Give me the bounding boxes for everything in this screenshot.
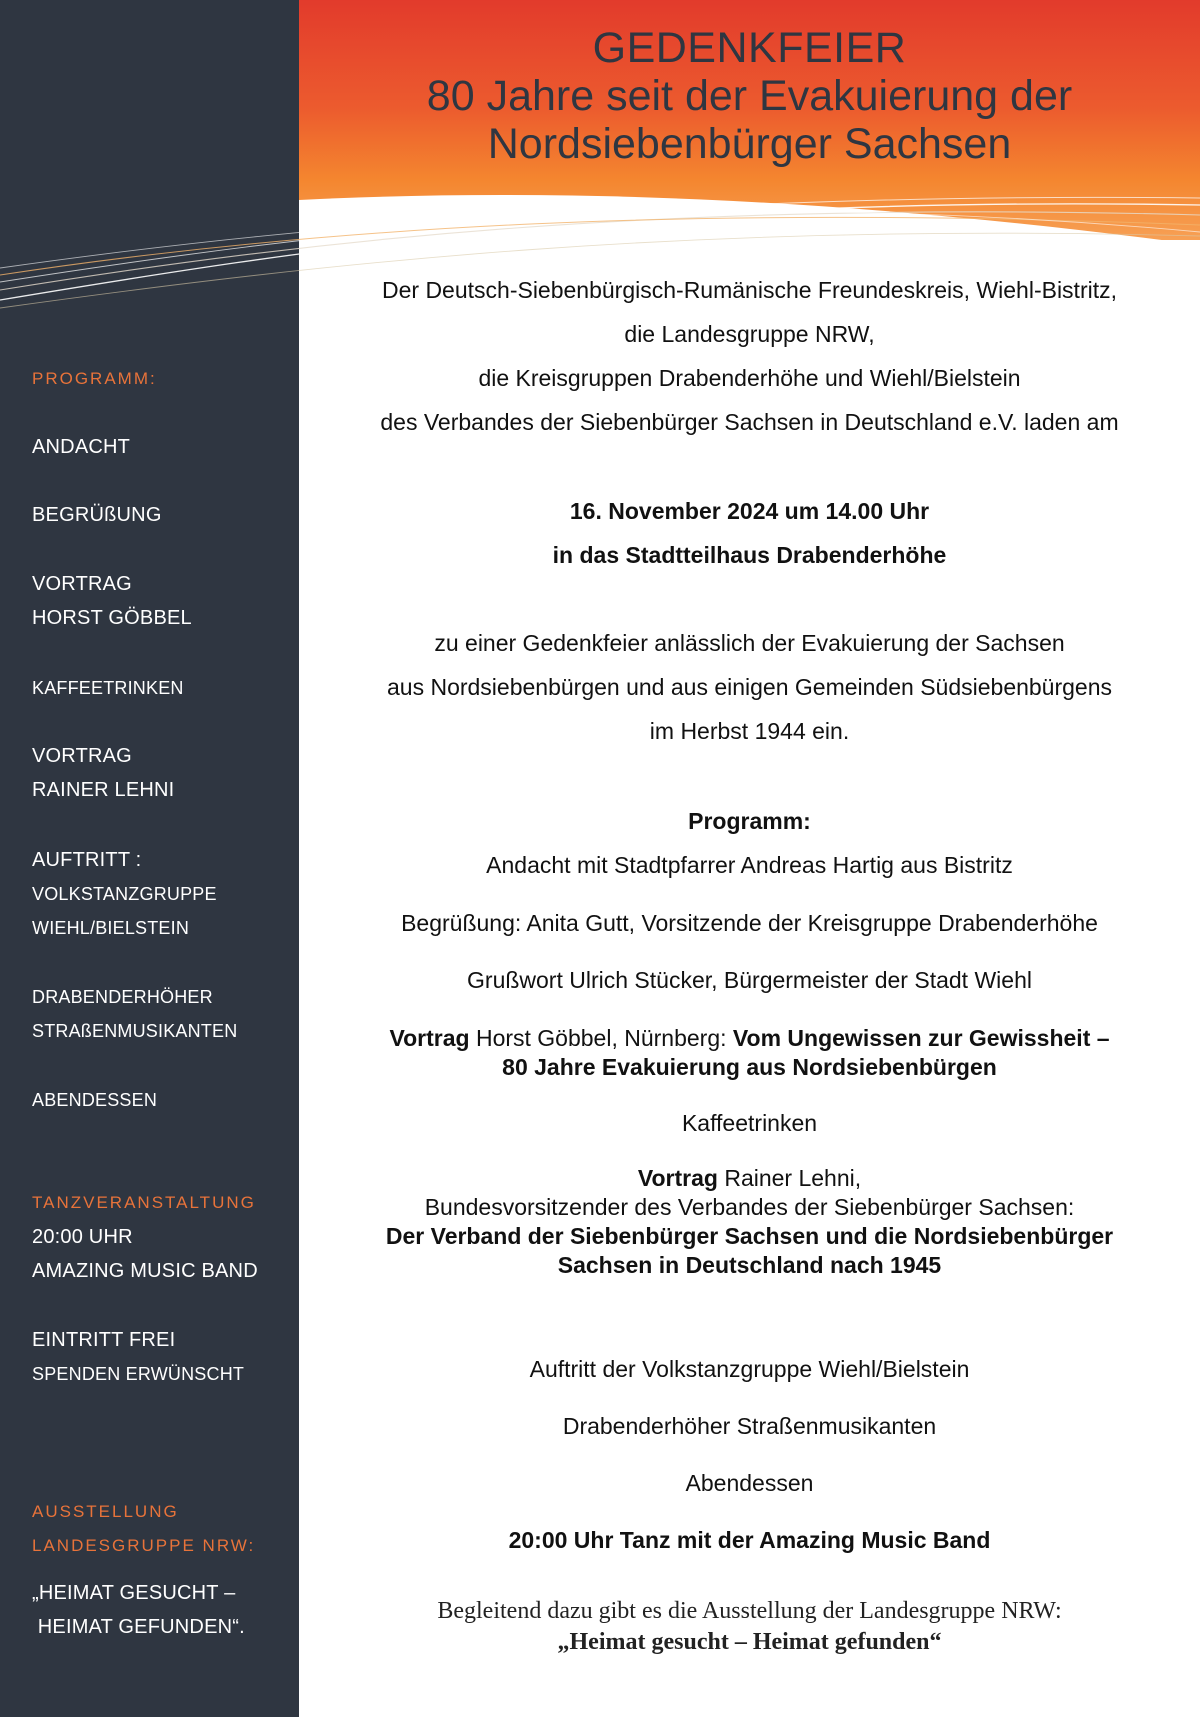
- programm-grusswort: Grußwort Ulrich Stücker, Bürgermeister der Stadt Wiehl: [467, 967, 1032, 993]
- programm-kaffeetrinken: Kaffeetrinken: [681, 1110, 818, 1136]
- sidebar-ausstellung-title: „HEIMAT GESUCHT – HEIMAT GEFUNDEN“.: [32, 1582, 245, 1638]
- programm-abendessen: Abendessen: [685, 1470, 814, 1496]
- event-date: 16. November 2024 um 14.00 Uhr: [569, 498, 930, 524]
- sidebar-item-vortrag-lehni: VORTRAG RAINER LEHNI: [32, 745, 175, 801]
- programm-musikanten: Drabenderhöher Straßenmusikanten: [562, 1413, 937, 1439]
- page-title: [299, 24, 1200, 168]
- sidebar-item-abendessen: ABENDESSEN: [32, 1090, 158, 1110]
- programm-begruessung: Begrüßung: Anita Gutt, Vorsitzende der Kreisgruppe Drabenderhöhe: [401, 910, 1098, 936]
- sidebar-item-andacht: ANDACHT: [32, 436, 131, 458]
- sidebar-item-auftritt: AUFTRITT : VOLKSTANZGRUPPE WIEHL/BIELSTEIN: [32, 849, 217, 938]
- sidebar-tanz-heading: TANZVERANSTALTUNG: [32, 1193, 256, 1212]
- sidebar-item-kaffeetrinken: KAFFEETRINKEN: [32, 678, 184, 698]
- programm-vortrag-lehni: Vortrag Rainer Lehni, Bundesvorsitzender des Verbandes der Siebenbürger Sachsen: Der Verband der Siebenbürger Sachsen und die Nordsiebenbürger Sachsen in Deutschland nach 1945: [385, 1165, 1114, 1278]
- purpose-text: zu einer Gedenkfeier anlässlich der Evakuierung der Sachsen aus Nordsiebenbürgen und aus einigen Gemeinden Südsiebenbürgens im Herbst 1944 ein.: [386, 630, 1113, 744]
- programm-vortrag-goebbel: Vortrag Horst Göbbel, Nürnberg: Vom Ungewissen zur Gewissheit – 80 Jahre Evakuierung aus Nordsiebenbürgen: [389, 1025, 1110, 1080]
- sidebar-item-begruessung: BEGRÜßUNG: [32, 504, 162, 526]
- sidebar-item-vortrag-goebbel: VORTRAG HORST GÖBBEL: [32, 573, 192, 629]
- programm-auftritt: Auftritt der Volkstanzgruppe Wiehl/Bielstein: [529, 1356, 970, 1382]
- title-line-3: Nordsiebenbürger Sachsen: [487, 120, 1012, 168]
- event-date-venue: [299, 489, 1200, 577]
- title-line-2: 80 Jahre seit der Evakuierung der: [426, 72, 1073, 120]
- intro-text: Der Deutsch-Siebenbürgisch-Rumänische Freundeskreis, Wiehl-Bistritz, die Landesgruppe NRW, die Kreisgruppen Drabenderhöhe und Wiehl/Bielstein des Verbandes der Siebenbürger Sachsen in Deutschland e.V. laden am: [380, 277, 1119, 435]
- sidebar-item-musikanten: DRABENDERHÖHER STRAßENMUSIKANTEN: [32, 987, 238, 1041]
- sidebar-programm-heading: PROGRAMM:: [32, 369, 157, 388]
- programm-tanz: 20:00 Uhr Tanz mit der Amazing Music Band: [508, 1527, 991, 1553]
- sidebar-ausstellung-heading: AUSSTELLUNG LANDESGRUPPE NRW:: [32, 1502, 256, 1555]
- programm-andacht: Andacht mit Stadtpfarrer Andreas Hartig aus Bistritz: [486, 852, 1013, 878]
- programm-heading: Programm:: [688, 808, 811, 834]
- event-venue: in das Stadtteilhaus Drabenderhöhe: [552, 542, 947, 568]
- sidebar-tanz-info: 20:00 UHR AMAZING MUSIC BAND: [32, 1226, 258, 1282]
- sidebar-eintritt: EINTRITT FREI SPENDEN ERWÜNSCHT: [32, 1329, 245, 1384]
- title-line-1: GEDENKFEIER: [592, 24, 907, 72]
- footer-ausstellung: Begleitend dazu gibt es die Ausstellung der Landesgruppe NRW: „Heimat gesucht – Heimat gefunden“: [437, 1598, 1062, 1655]
